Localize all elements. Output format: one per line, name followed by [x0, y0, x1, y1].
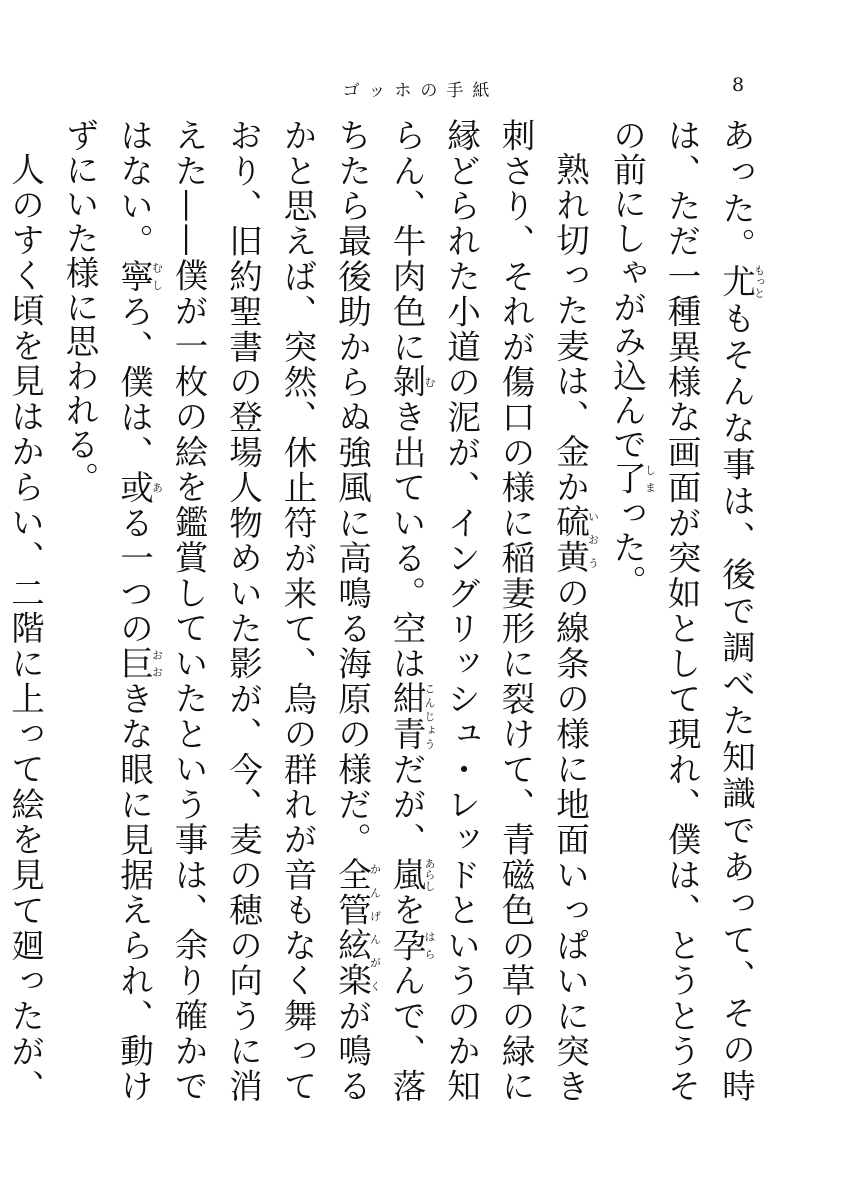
ruby-word: 尤もっと: [716, 264, 766, 301]
ruby-word: 孕はら: [387, 927, 436, 964]
body-text: [5, 118, 766, 1104]
ruby-word: 寧むし: [114, 258, 164, 295]
furigana: もっと: [752, 264, 766, 299]
furigana: かんげんがく: [368, 857, 382, 998]
running-title: ゴッホの手紙: [342, 81, 499, 101]
paragraph-1: あった。尤もっともそんな事は、後で調べた知識であって、その時は、ただ一種異様な画面が突如として現れ、僕は、とうとうその前にしゃがみ込んで了しまった。: [607, 118, 766, 1104]
furigana: あ: [150, 470, 164, 505]
paragraph-3: 人のすく頃を見はからい、二階に上って絵を見て廻ったが、: [5, 151, 45, 1103]
furigana: あらし: [423, 857, 436, 892]
furigana: いおう: [586, 504, 600, 574]
ruby-word: 嵐あらし: [387, 857, 436, 893]
furigana: むし: [150, 258, 164, 294]
paragraph-2: 熟れ切った麦は、金か硫黄いおうの線条の様に地面いっぱいに突き刺さり、それが傷口の様に稲妻形に裂けて、青磁色の草の緑に縁どられた小道の泥が、イングリッシュ・レッドというのか知らん、牛肉色に剝むき出ている。空は紺青こんじょうだが、嵐あらしを孕はらんで、落ちたら最後助からぬ強風に高鳴る海原の様だ。全管絃楽かんげんがくが鳴るかと思えば、突然、休止符が来て、烏の群れが音もなく舞っており、旧約聖書の登場人物めいた影が、今、麦の穂の向うに消えた——僕が一枚の絵を鑑賞していたという事は、余り確かではない。寧むしろ、僕は、或ある一つの巨おおきな眼に見据えられ、動けずにいた様に思われる。: [60, 118, 600, 1104]
ruby-word: 剝む: [387, 364, 436, 400]
page-number: 8: [732, 74, 745, 96]
ruby-word: 了しま: [607, 461, 657, 496]
ruby-word: 或あ: [114, 470, 164, 506]
furigana: しま: [643, 461, 657, 496]
ruby-word: 全管絃楽かんげんがく: [332, 857, 382, 999]
ruby-word: 硫黄いおう: [550, 504, 600, 575]
ruby-word: 紺青こんじょう: [387, 681, 436, 752]
furigana: こんじょう: [423, 681, 436, 751]
furigana: はら: [423, 927, 436, 963]
furigana: おお: [150, 646, 164, 681]
furigana: む: [423, 364, 436, 399]
ruby-word: 巨おお: [114, 646, 164, 682]
